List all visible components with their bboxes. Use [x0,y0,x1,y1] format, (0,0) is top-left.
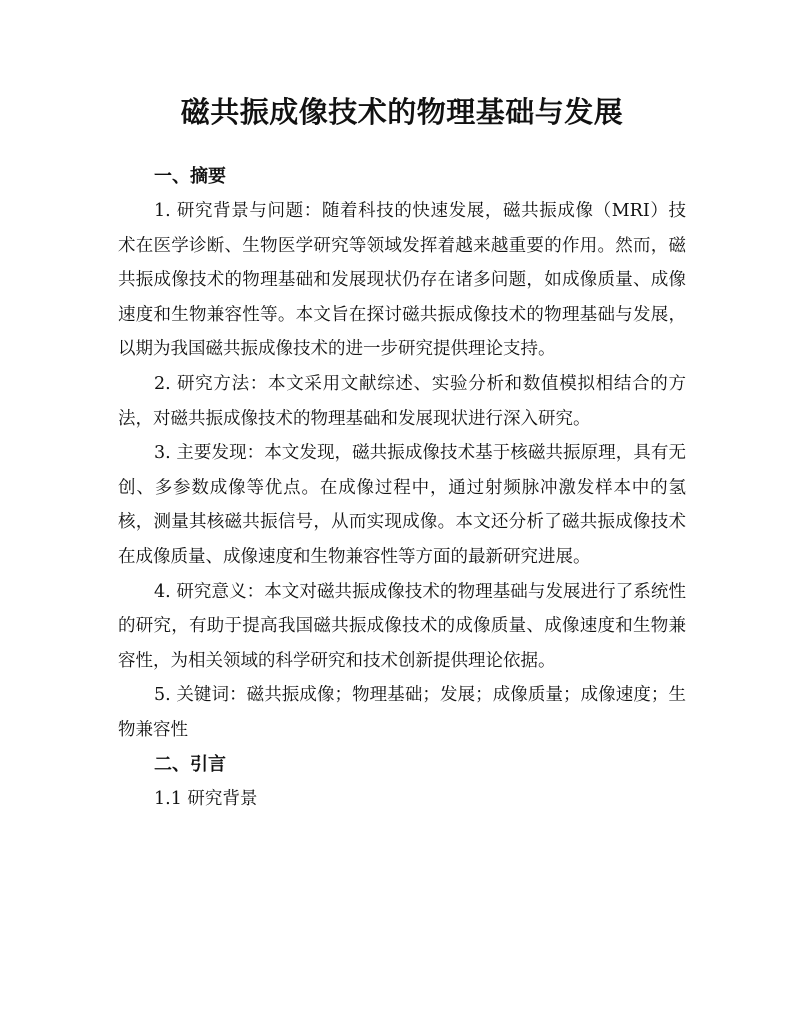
section-introduction [118,748,686,817]
document-page [118,90,686,816]
section-heading-abstract: 一、摘要 [154,166,226,187]
abstract-paragraph-background: 1. 研究背景与问题：随着科技的快速发展，磁共振成像（MRI）技术在医学诊断、生物医学研究等领域发挥着越来越重要的作用。然而，磁共振成像技术的物理基础和发展现状仍存在诸多问题，如成像质量、成像速度和生物兼容性等。本文旨在探讨磁共振成像技术的物理基础与发展，以期为我国磁共振成像技术的进一步研究提供理论支持。 [118,201,686,360]
abstract-paragraph-significance: 4. 研究意义：本文对磁共振成像技术的物理基础与发展进行了系统性的研究，有助于提高我国磁共振成像技术的成像质量、成像速度和生物兼容性，为相关领域的科学研究和技术创新提供理论依据。 [118,581,686,671]
abstract-paragraph-keywords: 5. 关键词：磁共振成像；物理基础；发展；成像质量；成像速度；生物兼容性 [118,685,686,740]
section-abstract [118,160,686,748]
document-title: 磁共振成像技术的物理基础与发展 [180,95,624,129]
abstract-paragraph-findings: 3. 主要发现：本文发现，磁共振成像技术基于核磁共振原理，具有无创、多参数成像等优点。在成像过程中，通过射频脉冲激发样本中的氢核，测量其核磁共振信号，从而实现成像。本文还分析了磁共振成像技术在成像质量、成像速度和生物兼容性等方面的最新研究进展。 [118,443,686,567]
section-heading-introduction: 二、引言 [154,753,226,775]
subsection-heading-background: 1.1 研究背景 [154,788,258,809]
abstract-paragraph-methods: 2. 研究方法：本文采用文献综述、实验分析和数值模拟相结合的方法，对磁共振成像技术的物理基础和发展现状进行深入研究。 [118,373,686,429]
